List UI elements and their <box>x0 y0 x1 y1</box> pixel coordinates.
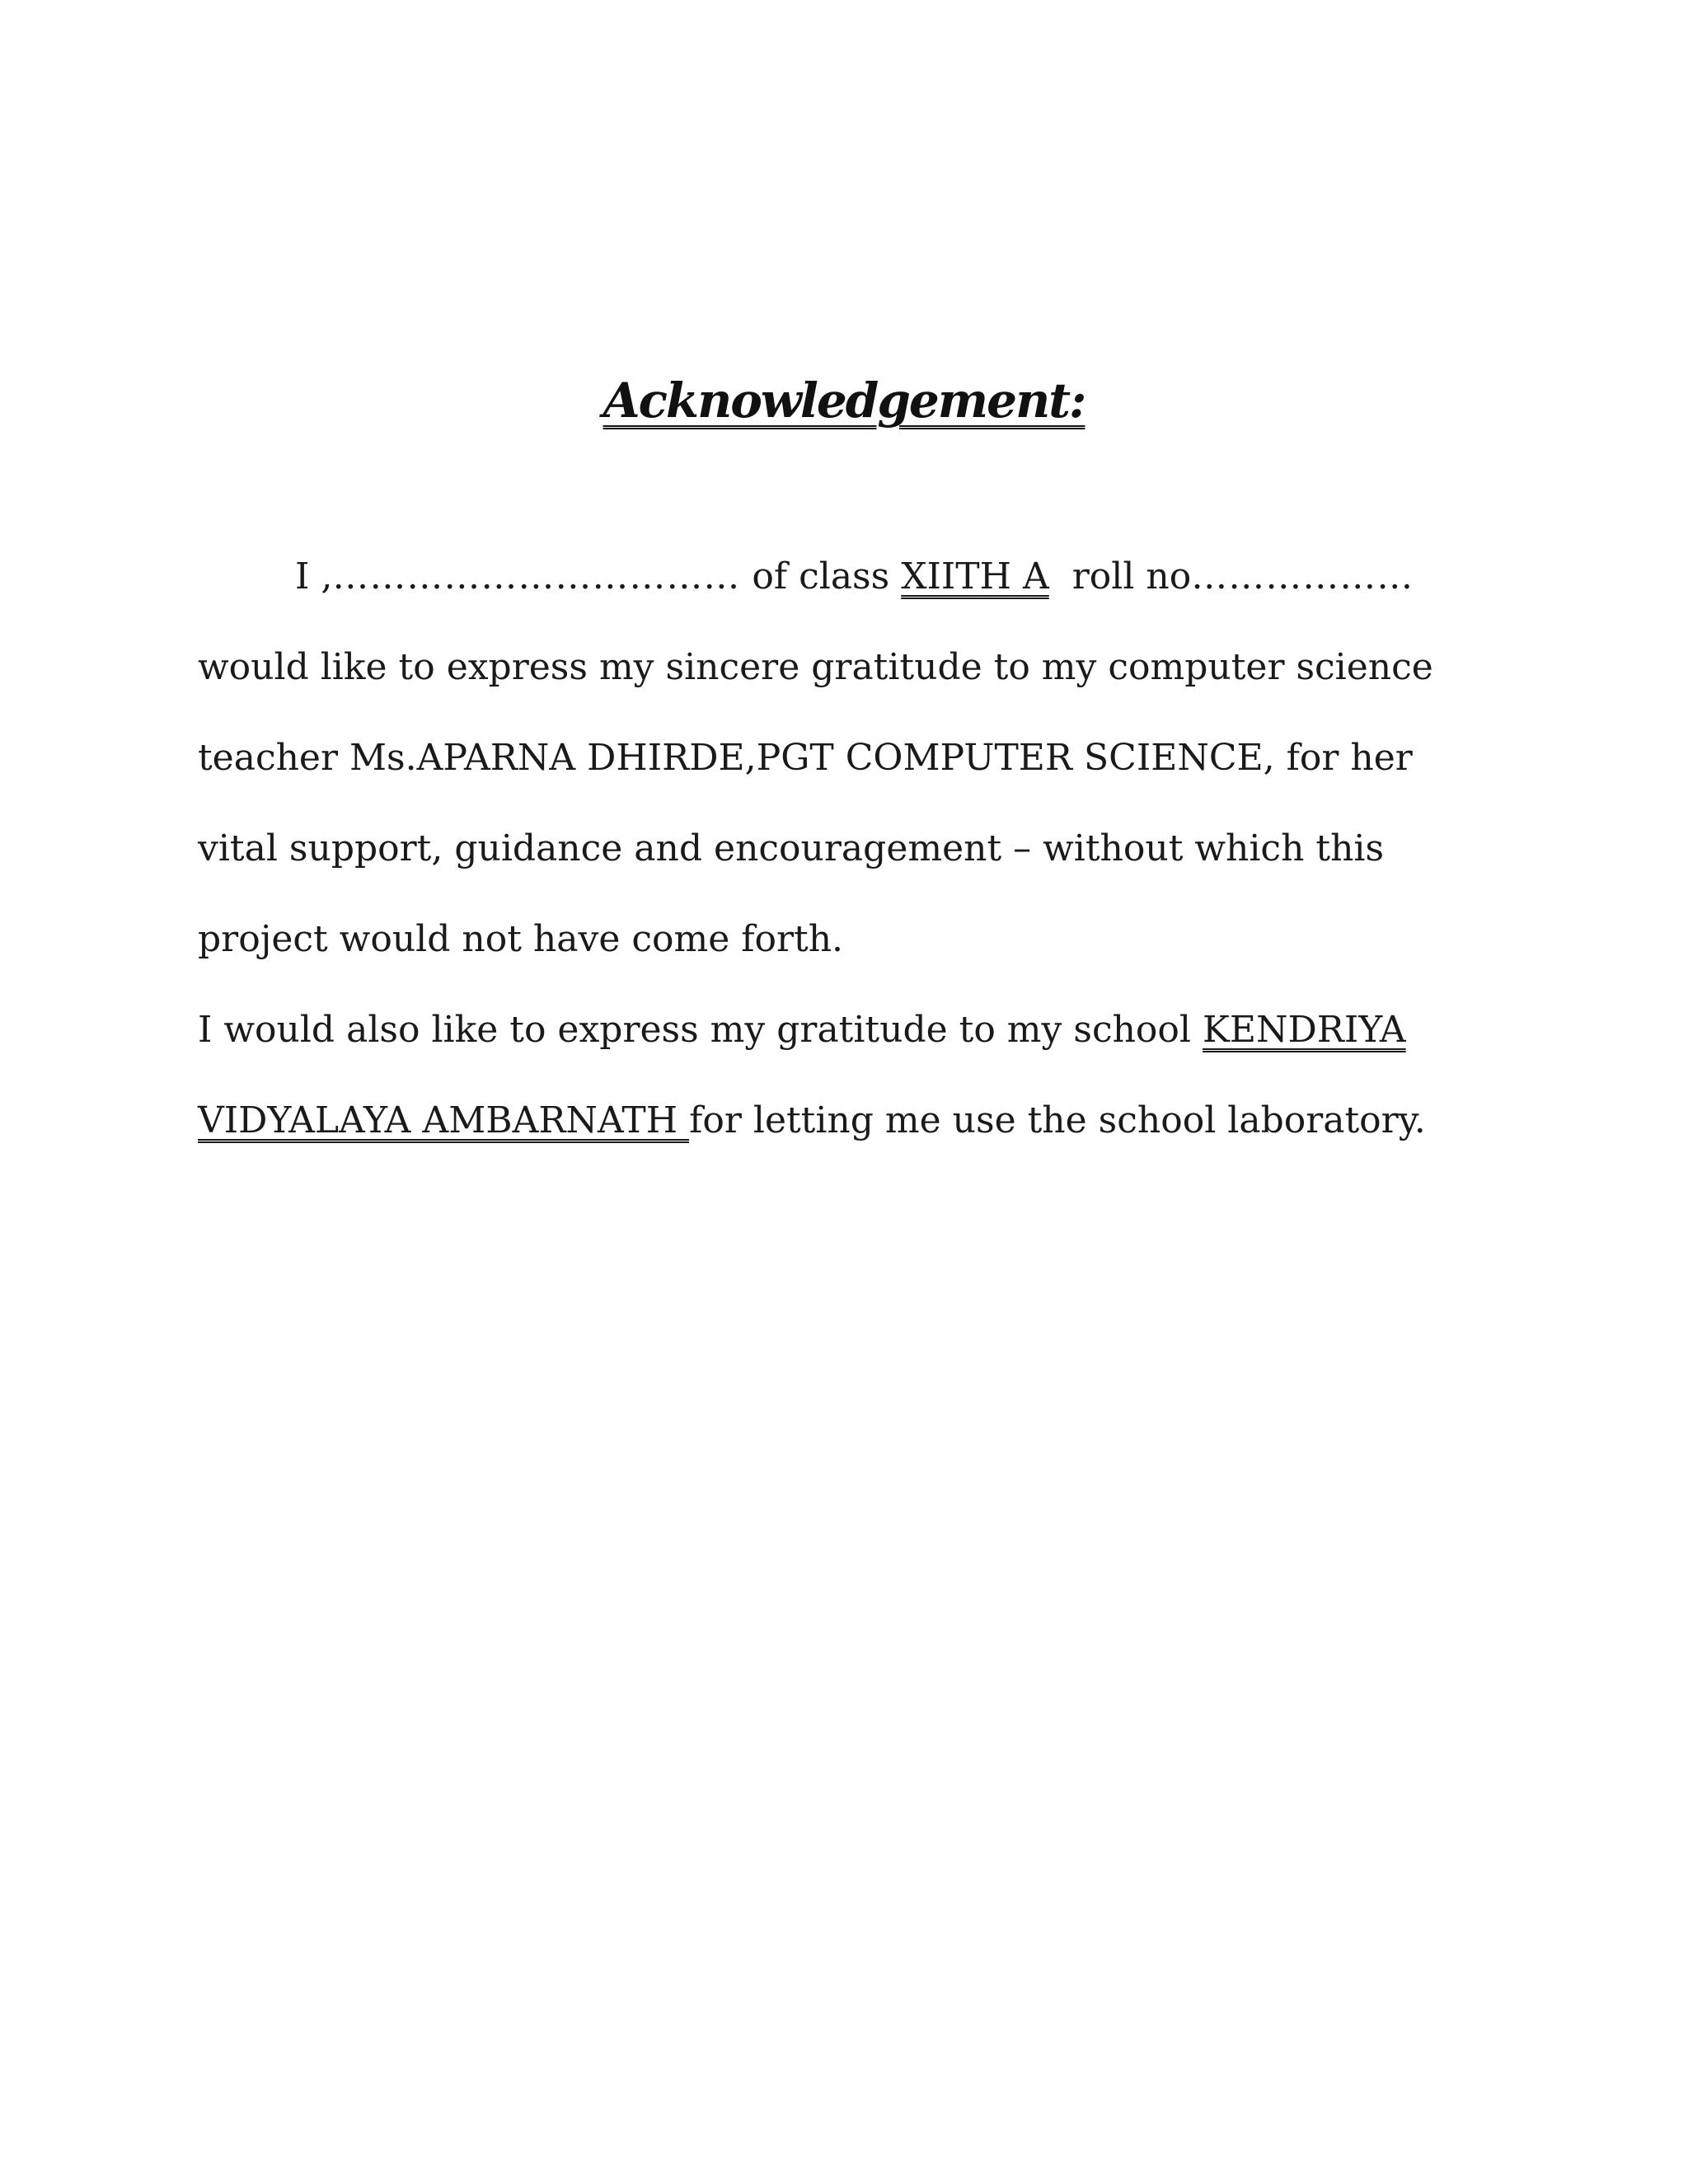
text-prefix: I , <box>295 555 333 598</box>
title-text: Acknowledgement: <box>603 373 1085 429</box>
laboratory-text: for letting me use the school laboratory. <box>689 1099 1426 1141</box>
gratitude-school-text: I would also like to express my gratitude to my school <box>198 1009 1203 1051</box>
name-blank: …………………………… <box>332 555 741 598</box>
page-title <box>0 373 1688 429</box>
acknowledgement-body <box>198 544 1500 1179</box>
paragraph-line-3: teacher Ms.APARNA DHIRDE,PGT COMPUTER SCIENCE, for her <box>198 737 1413 779</box>
paragraph-line-5: project would not have come forth. <box>198 918 844 960</box>
of-class-text: of class <box>740 555 902 598</box>
roll-blank: ……………… <box>1191 555 1414 598</box>
paragraph-line-7 <box>198 1088 1500 1179</box>
school-name-part-2: VIDYALAYA AMBARNATH <box>198 1099 690 1141</box>
roll-label: roll no <box>1048 555 1192 598</box>
class-value: XIITH A <box>901 555 1049 598</box>
paragraph-line-6 <box>198 997 1500 1088</box>
school-name-part-1: KENDRIYA <box>1202 1009 1406 1051</box>
paragraph-line-2: would like to express my sincere gratitude to my computer science <box>198 646 1433 688</box>
paragraph-line-4: vital support, guidance and encouragement – without which this <box>198 827 1385 869</box>
paragraph-line-1 <box>198 544 1500 635</box>
